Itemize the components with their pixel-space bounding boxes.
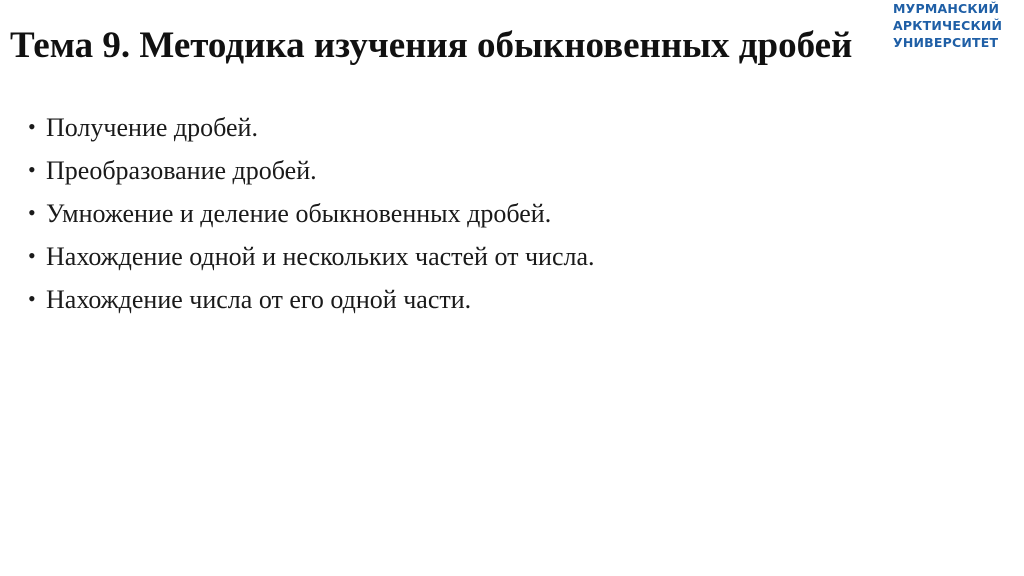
bullet-text: Получение дробей. xyxy=(46,113,258,142)
bullet-dot-icon: • xyxy=(28,243,36,268)
bullet-dot-icon: • xyxy=(28,114,36,139)
university-logo xyxy=(893,0,1021,51)
bullet-dot-icon: • xyxy=(28,200,36,225)
logo-line-2: АРКТИЧЕСКИЙ xyxy=(893,18,1003,33)
logo-line-3: УНИВЕРСИТЕТ xyxy=(893,35,999,50)
bullet-text: Нахождение одной и нескольких частей от числа. xyxy=(46,242,595,271)
bullet-list xyxy=(28,112,595,327)
bullet-item-5 xyxy=(28,284,595,316)
bullet-item-3 xyxy=(28,198,595,230)
bullet-text: Умножение и деление обыкновенных дробей. xyxy=(46,199,552,228)
bullet-text: Преобразование дробей. xyxy=(46,156,317,185)
slide-title: Тема 9. Методика изучения обыкновенных дробей xyxy=(10,25,853,66)
bullet-item-4 xyxy=(28,241,595,273)
bullet-dot-icon: • xyxy=(28,286,36,311)
bullet-text: Нахождение числа от его одной части. xyxy=(46,285,472,314)
bullet-item-2 xyxy=(28,155,595,187)
bullet-dot-icon: • xyxy=(28,157,36,182)
logo-line-1: МУРМАНСКИЙ xyxy=(893,1,1000,16)
bullet-item-1 xyxy=(28,112,595,144)
